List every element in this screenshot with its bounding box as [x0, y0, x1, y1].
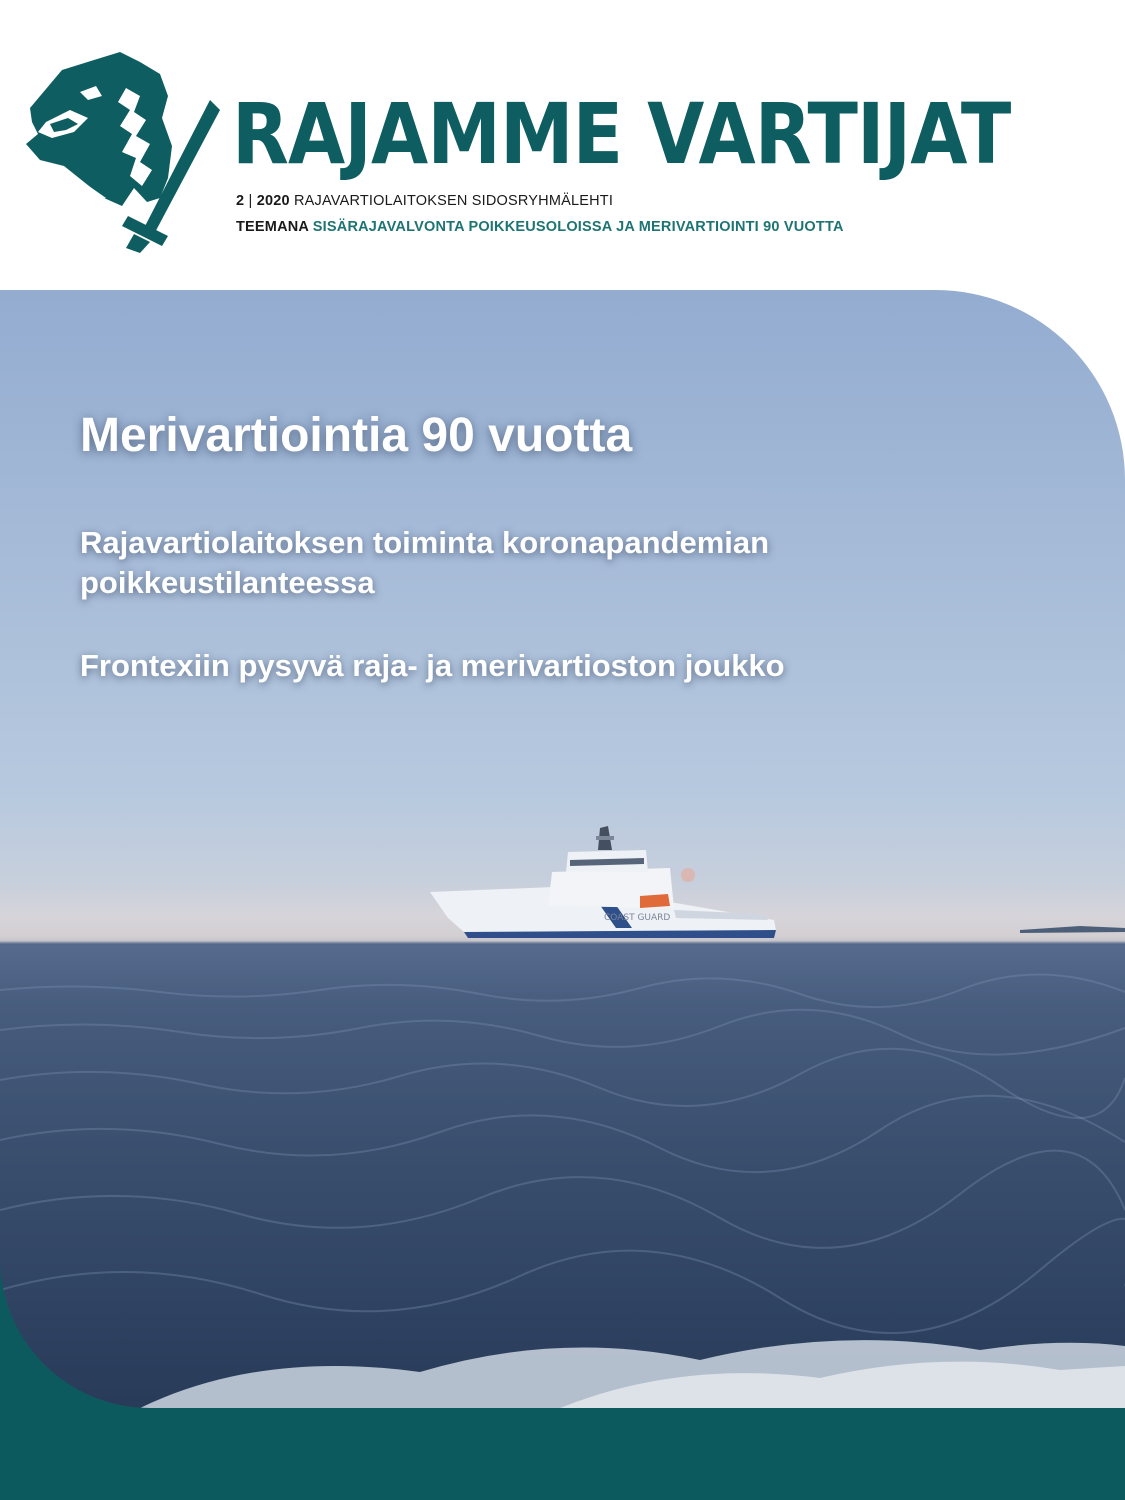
theme-label: TEEMANA: [236, 219, 309, 235]
issue-separator: |: [244, 193, 257, 209]
issue-year: 2020: [256, 193, 290, 209]
ship-hull-text: COAST GUARD: [604, 913, 671, 923]
issue-line: [236, 193, 613, 209]
masthead: [0, 0, 1125, 290]
theme-text: SISÄRAJAVALVONTA POIKKEUSOLOISSA JA MERIVARTIOINTI 90 VUOTTA: [312, 219, 844, 235]
cover-headline: Merivartiointia 90 vuotta: [80, 409, 633, 462]
magazine-title: RAJAMME VARTIJAT: [232, 85, 1011, 183]
theme-line: [236, 219, 844, 235]
issue-description: RAJAVARTIOLAITOKSEN SIDOSRYHMÄLEHTI: [294, 193, 614, 209]
cover-story-1: Rajavartiolaitoksen toiminta koronapandemian poikkeustilanteessa: [80, 525, 770, 600]
bear-emblem-icon: [22, 48, 222, 253]
sea-shade: [0, 945, 1125, 1408]
distant-shore: [1020, 926, 1125, 933]
cover-story-2: Frontexiin pysyvä raja- ja merivartioston joukko: [80, 648, 785, 683]
footer-band: [0, 1408, 1125, 1500]
issue-number: 2: [236, 193, 245, 209]
ship-icon: [428, 824, 788, 944]
